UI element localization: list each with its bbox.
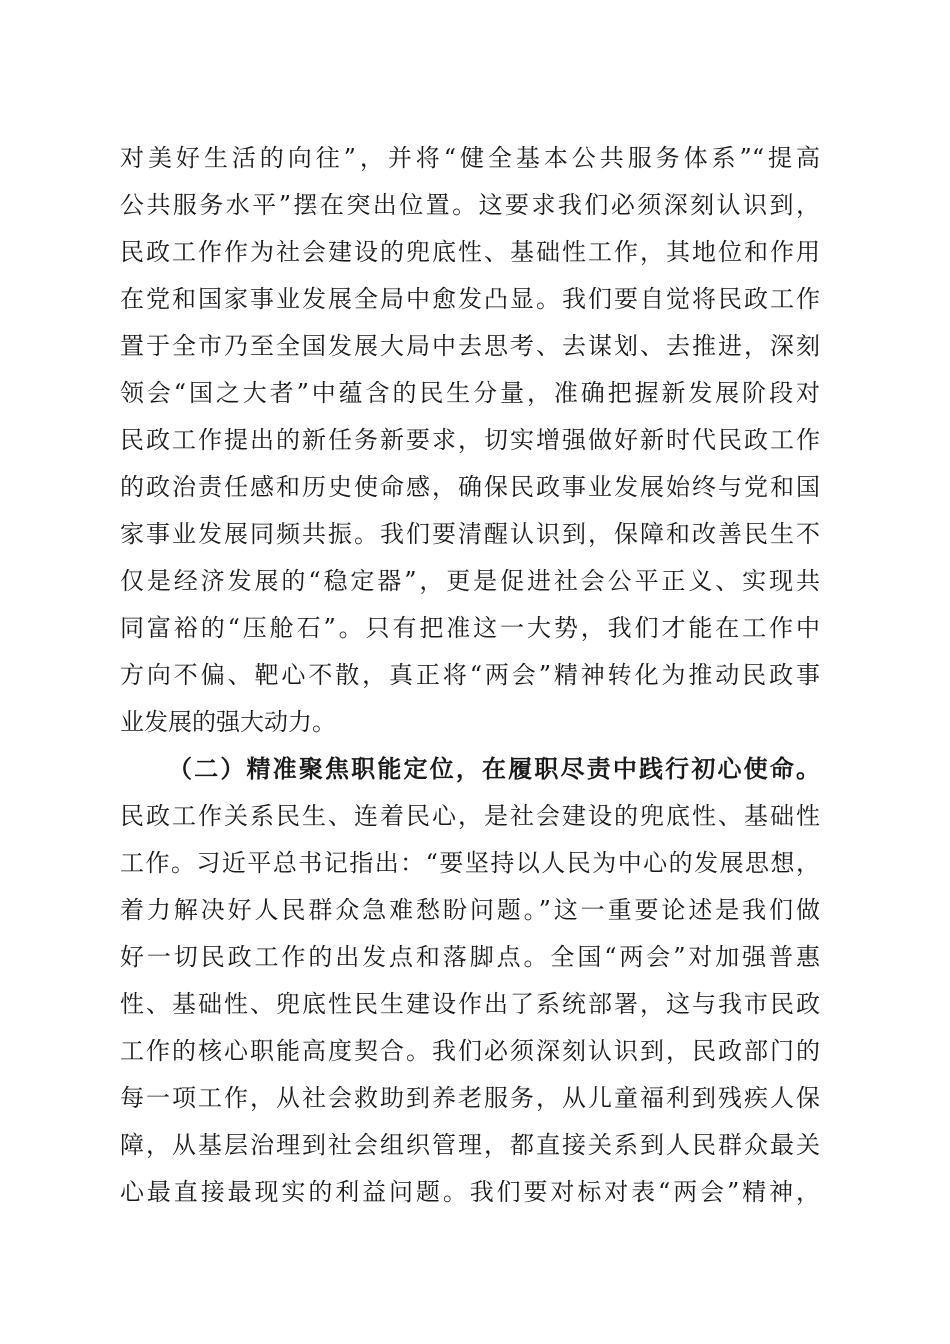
text-line: 业发展的强大动力。	[120, 708, 336, 736]
text-line: 家事业发展同频共振。我们要清醒认识到，保障和改善民生不	[120, 520, 820, 548]
text-line: 工作的核心职能高度契合。我们必须深刻认识到，民政部门的	[120, 1037, 820, 1065]
text-line: 障，从基层治理到社会组织管理，都直接关系到人民群众最关	[120, 1131, 820, 1159]
text-line: 民政工作关系民生、连着民心，是社会建设的兜底性、基础性	[120, 802, 820, 830]
text-line: 每一项工作，从社会救助到养老服务，从儿童福利到残疾人保	[120, 1084, 820, 1112]
text-line: 心最直接最现实的利益问题。我们要对标对表“两会”精神，	[120, 1178, 820, 1206]
section-heading: （二）精准聚焦职能定位，在履职尽责中践行初心使命。	[168, 754, 820, 783]
text-line: 的政治责任感和历史使命感，确保民政事业发展始终与党和国	[120, 473, 820, 501]
text-line: 置于全市乃至全国发展大局中去思考、去谋划、去推进，深刻	[120, 332, 820, 360]
text-line: 着力解决好人民群众急难愁盼问题。”这一重要论述是我们做	[120, 896, 820, 924]
text-line: 对美好生活的向往”，并将“健全基本公共服务体系”“提高	[120, 144, 820, 172]
text-line: 民政工作作为社会建设的兜底性、基础性工作，其地位和作用	[120, 238, 820, 266]
text-line: 民政工作提出的新任务新要求，切实增强做好新时代民政工作	[120, 426, 820, 454]
text-line: 在党和国家事业发展全局中愈发凸显。我们要自觉将民政工作	[120, 285, 820, 313]
text-line: 公共服务水平”摆在突出位置。这要求我们必须深刻认识到，	[120, 191, 820, 219]
text-line: 好一切民政工作的出发点和落脚点。全国“两会”对加强普惠	[120, 943, 820, 971]
text-line: 领会“国之大者”中蕴含的民生分量，准确把握新发展阶段对	[120, 379, 820, 407]
text-line: 仅是经济发展的“稳定器”，更是促进社会公平正义、实现共	[120, 567, 820, 595]
text-line: 同富裕的“压舱石”。只有把准这一大势，我们才能在工作中	[120, 614, 820, 642]
text-line: 性、基础性、兜底性民生建设作出了系统部署，这与我市民政	[120, 990, 820, 1018]
text-line: 方向不偏、靶心不散，真正将“两会”精神转化为推动民政事	[120, 661, 820, 689]
text-line: 工作。习近平总书记指出：“要坚持以人民为中心的发展思想，	[120, 849, 820, 877]
